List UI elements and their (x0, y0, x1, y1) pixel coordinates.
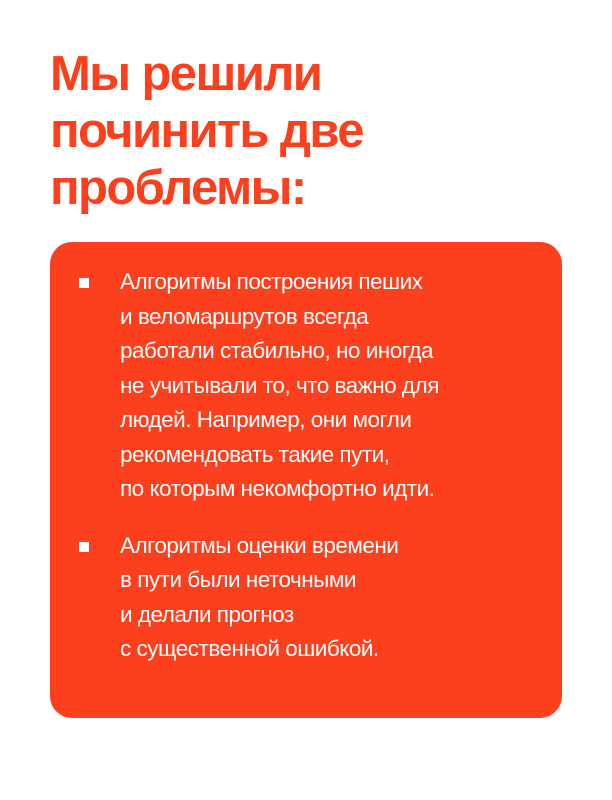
text-line: с существенной ошибкой. (120, 636, 379, 661)
list-item-text (120, 265, 542, 507)
list-item (74, 529, 542, 667)
text-line: людей. Например, они могли (120, 407, 412, 432)
square-bullet-icon (79, 278, 89, 288)
list-item (74, 265, 542, 507)
problems-card (50, 242, 562, 718)
text-line: по которым некомфортно идти. (120, 476, 435, 501)
text-line: не учитывали то, что важно для (120, 372, 439, 398)
text-line: в пути были неточными (120, 567, 356, 592)
text-line: рекомендовать такие пути, (120, 441, 390, 467)
text-line: Алгоритмы построения пеших (120, 269, 423, 294)
text-line: работали стабильно, но иногда (120, 338, 434, 363)
text-line: и делали прогноз (120, 601, 294, 627)
text-line: и веломаршрутов всегда (120, 303, 369, 329)
headline-line: починить две (50, 104, 363, 158)
square-bullet-icon (79, 542, 89, 552)
text-line: Алгоритмы оценки времени (120, 532, 399, 558)
headline-line: проблемы: (50, 161, 306, 215)
headline-line: Мы решили (50, 47, 322, 101)
headline (50, 46, 570, 217)
list-item-text (120, 529, 542, 667)
problems-list (74, 265, 542, 667)
